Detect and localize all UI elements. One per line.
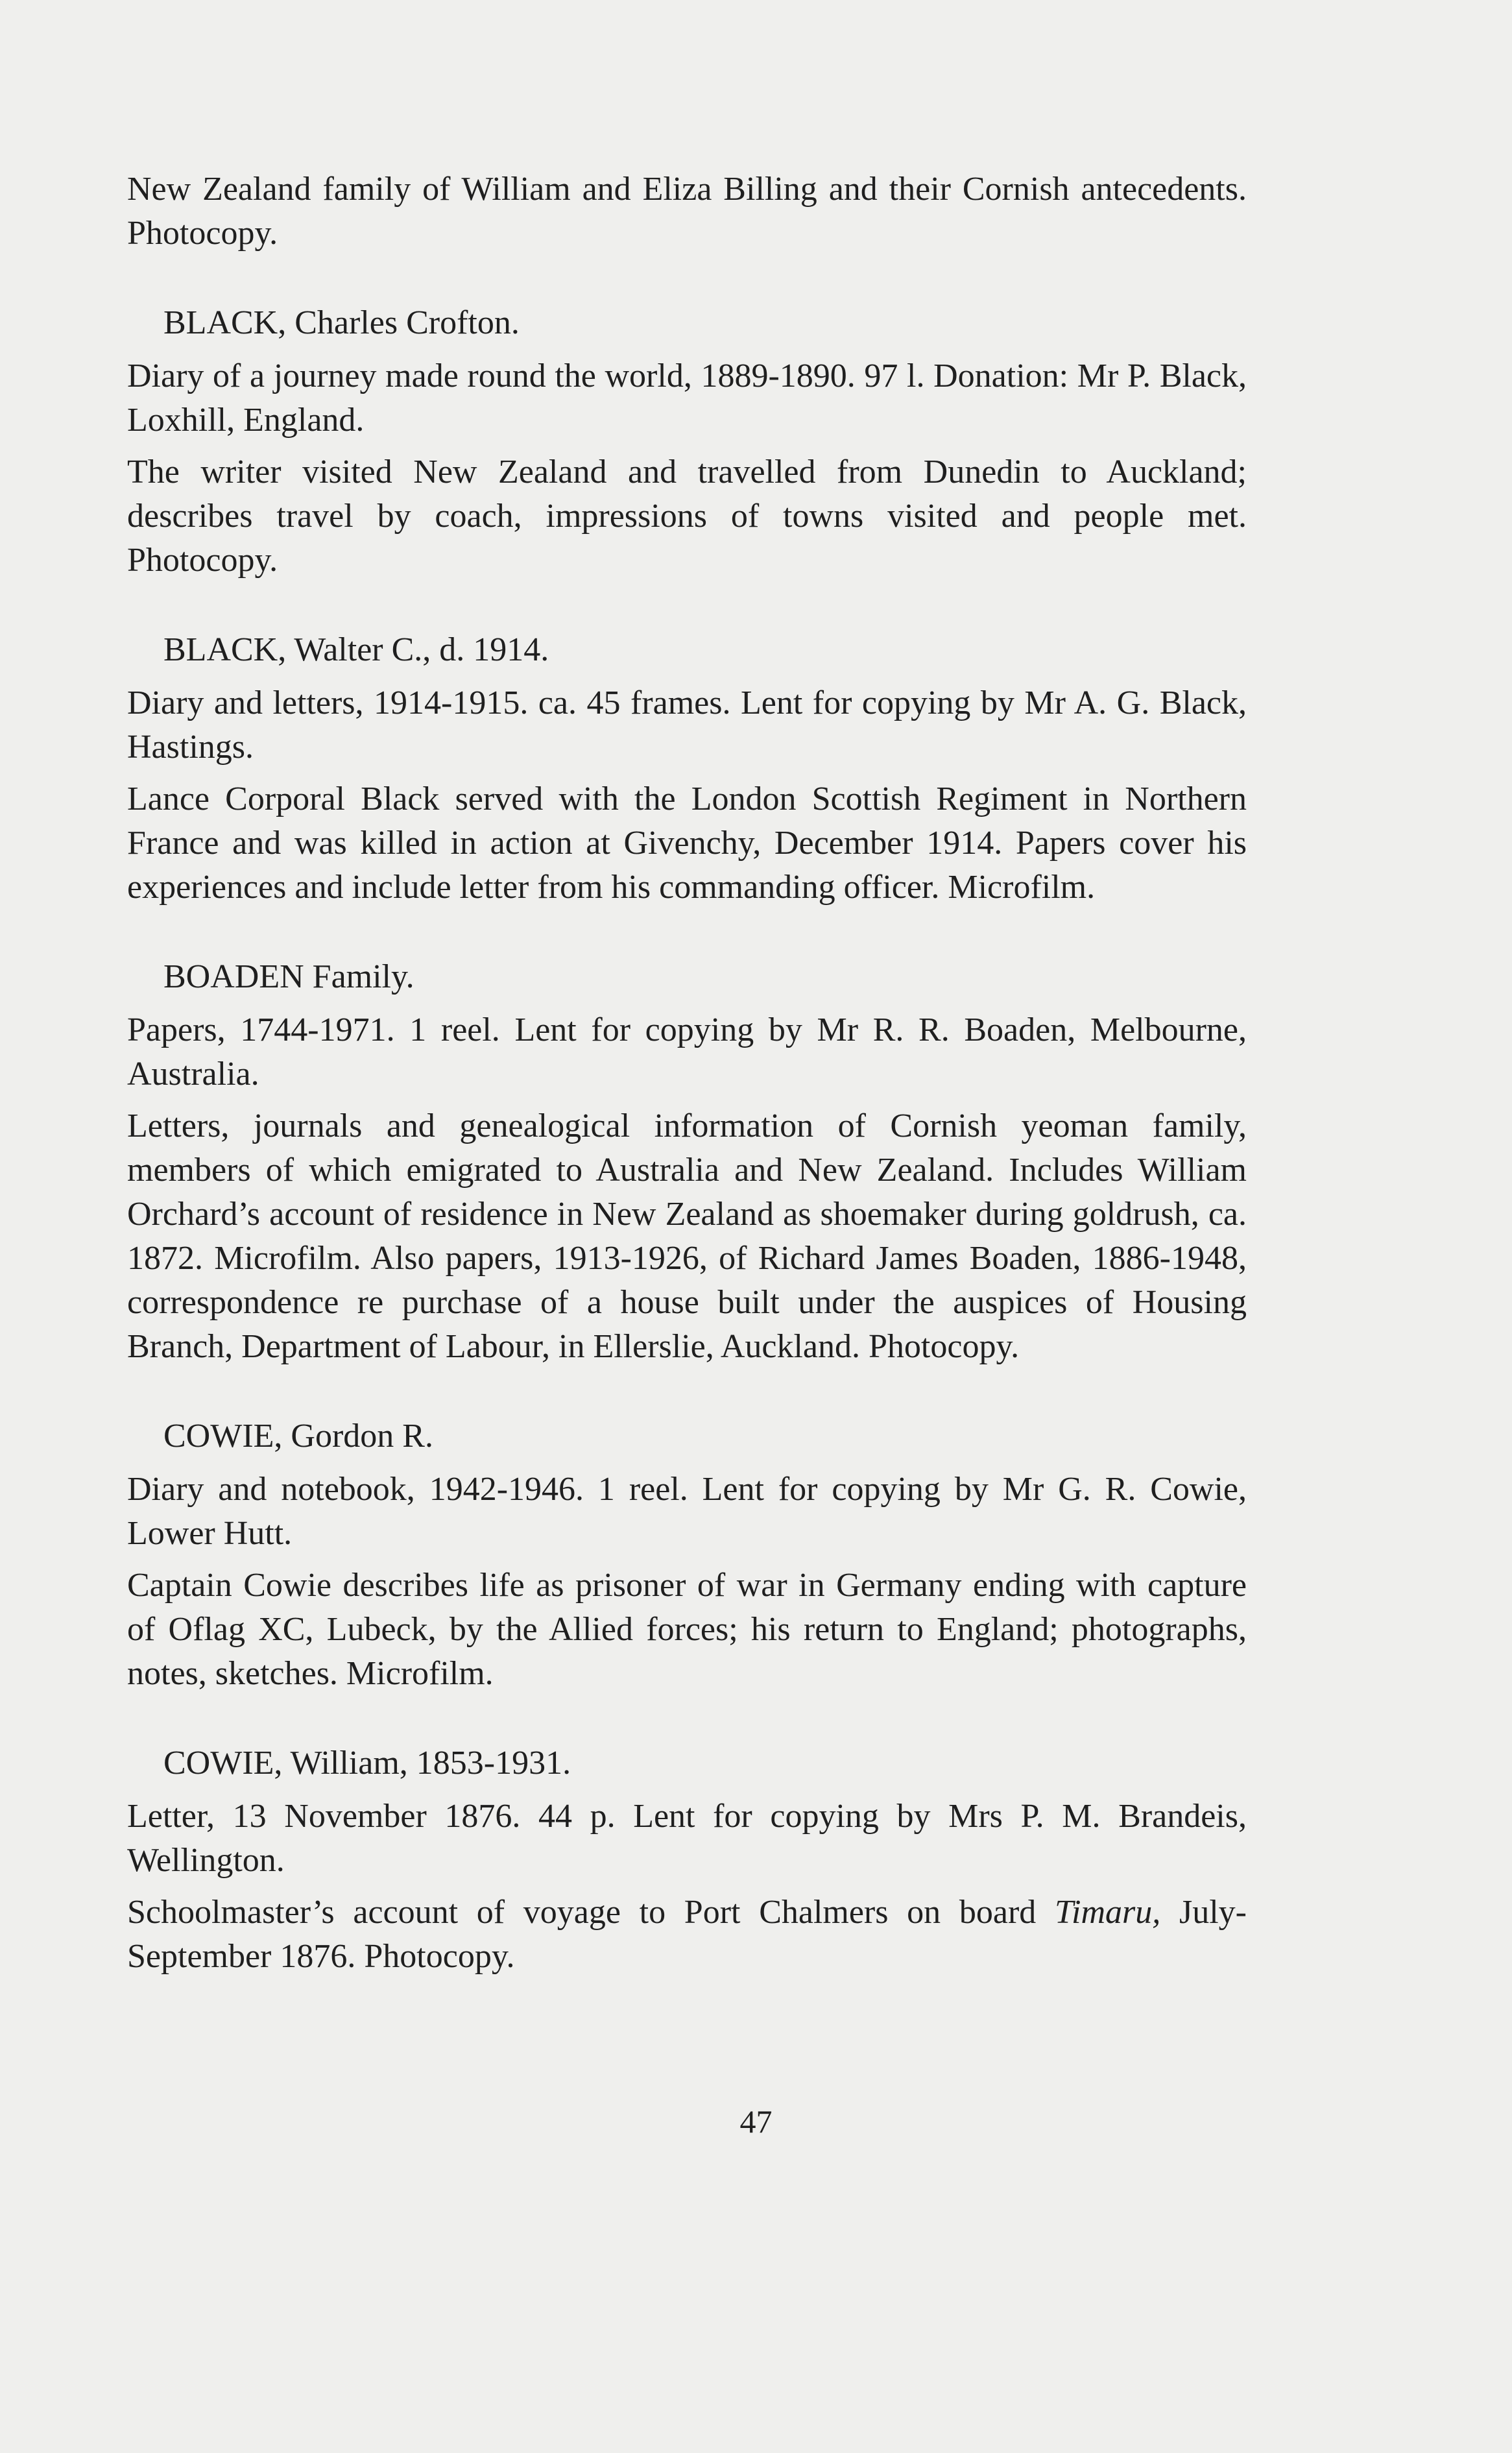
- entry-heading: BLACK, Walter C., d. 1914.: [163, 631, 549, 668]
- entry-citation: Diary and notebook, 1942-1946. 1 reel. Lent for copying by Mr G. R. Cowie, Lower Hutt.: [127, 1471, 1247, 1552]
- entry-description: The writer visited New Zealand and travelled from Dunedin to Auckland; describes travel by coach, impressions of towns visited and people met. Photocopy.: [127, 453, 1247, 579]
- entry-citation: Papers, 1744-1971. 1 reel. Lent for copying by Mr R. R. Boaden, Melbourne, Australia.: [127, 1011, 1247, 1093]
- description-text: Schoolmaster’s account of voyage to Port Chalmers on board: [127, 1894, 1055, 1931]
- entry-heading: BOADEN Family.: [163, 958, 414, 995]
- entry-heading: COWIE, William, 1853-1931.: [163, 1745, 571, 1782]
- catalogue-entry: [127, 301, 1247, 583]
- catalogue-entry: [127, 1414, 1247, 1696]
- entry-citation: Diary of a journey made round the world, 1889-1890. 97 l. Donation: Mr P. Black, Loxhill, England.: [127, 357, 1247, 439]
- entry-description: Letters, journals and genealogical information of Cornish yeoman family, members of which emigrated to Australia and New Zealand. Includes William Orchard’s account of residence in New Zealand as shoemaker during goldrush, ca. 1872. Microfilm. Also papers, 1913-1926, of Richard James Boaden, 1886-1948, correspondence re purchase of a house built under the auspices of Housing Branch, Department of Labour, in Ellerslie, Auckland. Photocopy.: [127, 1107, 1247, 1365]
- page-number: 47: [739, 2103, 773, 2140]
- description-text: July-September 1876. Photocopy.: [127, 1894, 1247, 1975]
- entry-description: Captain Cowie describes life as prisoner of war in Germany ending with capture of Oflag XC, Lubeck, by the Allied forces; his return to England; photographs, notes, sketches. Microfilm.: [127, 1567, 1247, 1692]
- entry-heading: BLACK, Charles Crofton.: [163, 304, 520, 341]
- entry-heading: COWIE, Gordon R.: [163, 1418, 433, 1455]
- entry-description: Lance Corporal Black served with the London Scottish Regiment in Northern France and was killed in action at Givenchy, December 1914. Papers cover his experiences and include letter from his commanding officer. Microfilm.: [127, 780, 1247, 906]
- entry-citation: Letter, 13 November 1876. 44 p. Lent for copying by Mrs P. M. Brandeis, Wellington.: [127, 1798, 1247, 1879]
- entry-description: [127, 1891, 1247, 1979]
- catalogue-entry: [127, 628, 1247, 910]
- catalogue-entry: [127, 955, 1247, 1369]
- text-column: [127, 167, 1247, 1979]
- continuation-paragraph: New Zealand family of William and Eliza Billing and their Cornish antecedents. Photocopy.: [127, 171, 1247, 252]
- entry-citation: Diary and letters, 1914-1915. ca. 45 frames. Lent for copying by Mr A. G. Black, Hastings.: [127, 684, 1247, 766]
- ship-name: Timaru,: [1055, 1894, 1161, 1931]
- catalogue-entry: [127, 1741, 1247, 1979]
